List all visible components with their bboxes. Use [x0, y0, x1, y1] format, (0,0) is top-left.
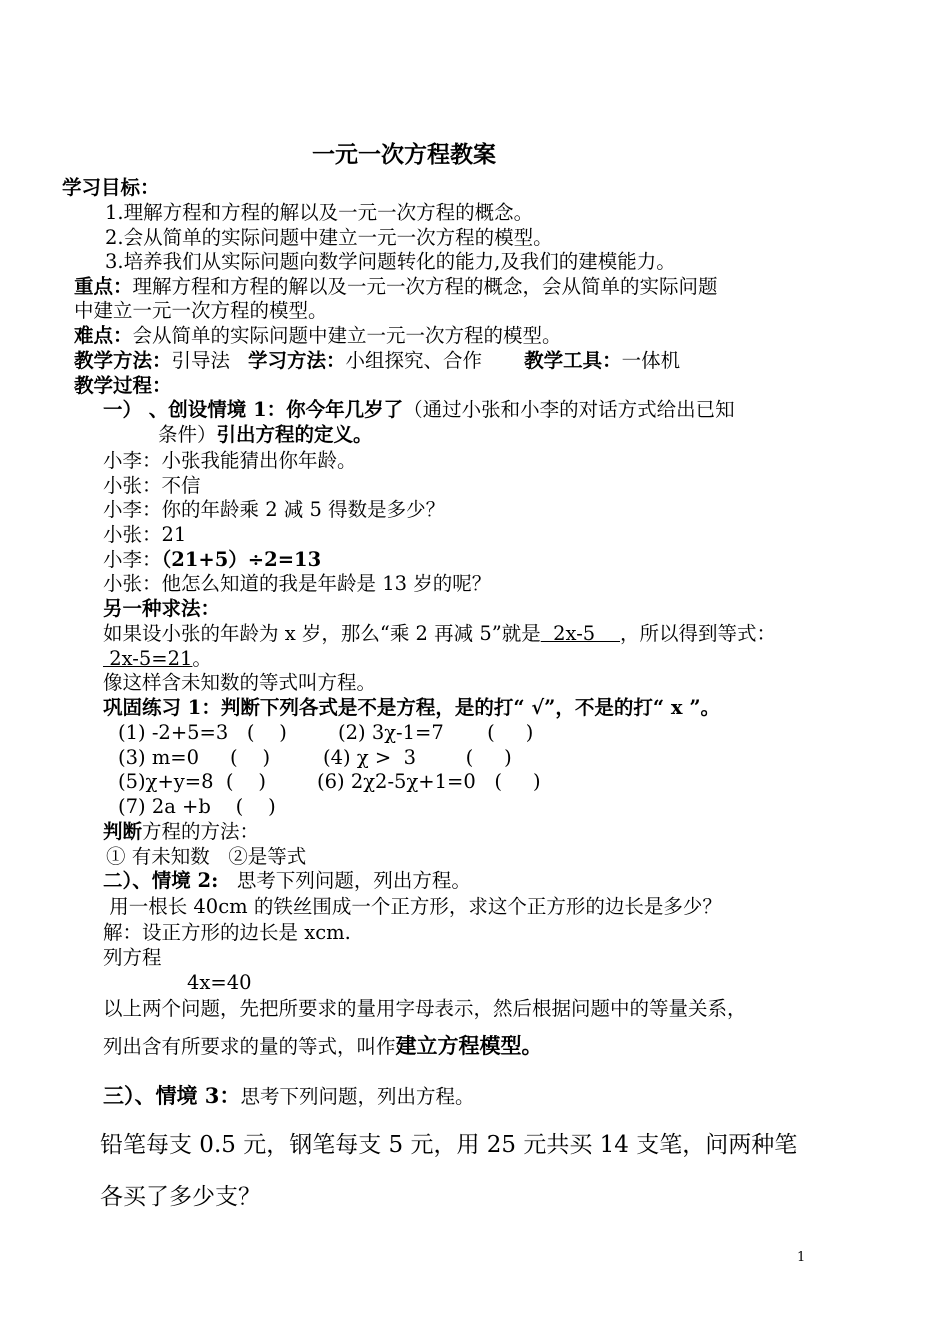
section2-summary: 以上两个问题，先把所要求的量用字母表示，然后根据问题中的等量关系， [103, 997, 747, 1020]
section2-summary-line2 [103, 1034, 543, 1059]
section3-problem-line2: 各买了多少支？ [100, 1184, 261, 1210]
section2-problem: 用一根长 40cm 的铁丝围成一个正方形，求这个正方形的边长是多少？ [103, 895, 722, 918]
dialogue-line: 小李：小张我能猜出你年龄。 [103, 449, 357, 472]
dialogue-calc [103, 548, 321, 572]
objective-item: 1.理解方程和方程的解以及一元一次方程的概念。 [105, 201, 534, 224]
section3-heading-normal: 思考下列问题，列出方程。 [240, 1085, 475, 1108]
section1-heading-bold: 一） 、创设情境 1：你今年几岁了 [103, 398, 404, 421]
dialogue-line: 小张：21 [103, 523, 187, 546]
alt-equation-line [103, 647, 212, 671]
alt-method-heading: 另一种求法： [103, 597, 221, 620]
section1-heading-normal: （通过小张和小李的对话方式给出已知 [403, 398, 735, 421]
teach-method-label: 教学方法： [74, 349, 172, 372]
judge-method-bold: 判断 [103, 820, 143, 843]
section1-heading-line2-normal: 条件） [158, 423, 217, 446]
practice-item: (2) 3χ-1=7 ( ) [338, 721, 534, 744]
page-number: 1 [797, 1250, 806, 1265]
equation-definition: 像这样含未知数的等式叫方程。 [103, 671, 377, 694]
practice-item: (6) 2χ2-5χ+1=0 ( ) [317, 770, 541, 793]
practice-item: (4) χ > 3 ( ) [323, 746, 512, 769]
section2-heading-bold: 二）、情境 2: [103, 869, 219, 892]
practice-heading: 巩固练习 1：判断下列各式是不是方程，是的打“ √”，不是的打“ x ”。 [103, 696, 721, 719]
section2-equation: 4x=40 [187, 971, 252, 994]
objectives-heading: 学习目标： [62, 176, 160, 199]
practice-item: (7) 2a +b ( ) [118, 795, 276, 818]
practice-item: (5)χ+y=8 ( ) [118, 770, 266, 793]
section3-heading-bold: 三）、情境 3： [103, 1083, 241, 1108]
section2-list-equation: 列方程 [103, 946, 162, 969]
learn-method-label: 学习方法： [248, 349, 346, 372]
alt-method-line [103, 622, 776, 646]
section1-heading-line2 [158, 423, 373, 447]
alt-equation-tail: 。 [192, 647, 212, 670]
section3-heading [103, 1084, 474, 1109]
alt-method-blank: 2x-5 [540, 622, 620, 645]
key-point-label: 重点： [74, 275, 133, 298]
section2-summary-text: 列出含有所要求的量的等式，叫作 [103, 1035, 396, 1058]
judge-method-items: ① 有未知数 ②是等式 [106, 845, 307, 868]
tool-label: 教学工具： [524, 349, 622, 372]
key-point-line [74, 275, 718, 299]
judge-method-heading [103, 820, 259, 844]
dialogue-reply: 小张：他怎么知道的我是年龄是 13 岁的呢？ [103, 572, 492, 595]
teach-method: 引导法 [171, 349, 231, 372]
objective-item: 3.培养我们从实际问题向数学问题转化的能力,及我们的建模能力。 [105, 250, 676, 273]
page-title: 一元一次方程教案 [312, 141, 496, 168]
objective-item: 2.会从简单的实际问题中建立一元一次方程的模型。 [105, 226, 553, 249]
alt-method-text-tail: ，所以得到等式： [620, 622, 777, 645]
alt-equation: 2x-5=21 [103, 647, 193, 670]
dialogue-line: 小张：不信 [103, 474, 201, 497]
section2-heading-normal: 思考下列问题，列出方程。 [218, 869, 471, 892]
dialogue-line: 小李：你的年龄乘 2 减 5 得数是多少？ [103, 498, 446, 521]
learn-method: 小组探究、合作 [345, 349, 483, 372]
section1-heading [103, 398, 735, 422]
judge-method-normal: 方程的方法： [142, 820, 260, 843]
key-point-text: 理解方程和方程的解以及一元一次方程的概念，会从简单的实际问题 [132, 275, 718, 298]
section2-heading [103, 869, 471, 893]
practice-item: (1) -2+5=3 ( ) [118, 721, 287, 744]
difficulty-line [74, 324, 562, 348]
key-point-line2: 中建立一元一次方程的模型。 [74, 299, 328, 322]
section2-summary-bold: 建立方程模型。 [395, 1033, 543, 1058]
methods-line [74, 349, 680, 373]
section3-problem: 铅笔每支 0.5 元，钢笔每支 5 元，用 25 元共买 14 支笔，问两种笔 [100, 1132, 798, 1158]
difficulty-text: 会从简单的实际问题中建立一元一次方程的模型。 [132, 324, 562, 347]
dialogue-calc-label: 小李： [103, 548, 162, 571]
practice-item: (3) m=0 ( ) [118, 746, 271, 769]
section1-heading-line2-bold: 引出方程的定义。 [216, 423, 373, 446]
difficulty-label: 难点： [74, 324, 133, 347]
tool: 一体机 [621, 349, 681, 372]
alt-method-text: 如果设小张的年龄为 x 岁，那么“乘 2 再减 5”就是 [103, 622, 541, 645]
section2-solution: 解：设正方形的边长是 xcm. [103, 921, 351, 944]
process-heading: 教学过程： [74, 374, 172, 397]
dialogue-calc-value: （21+5）÷2=13 [161, 548, 322, 571]
